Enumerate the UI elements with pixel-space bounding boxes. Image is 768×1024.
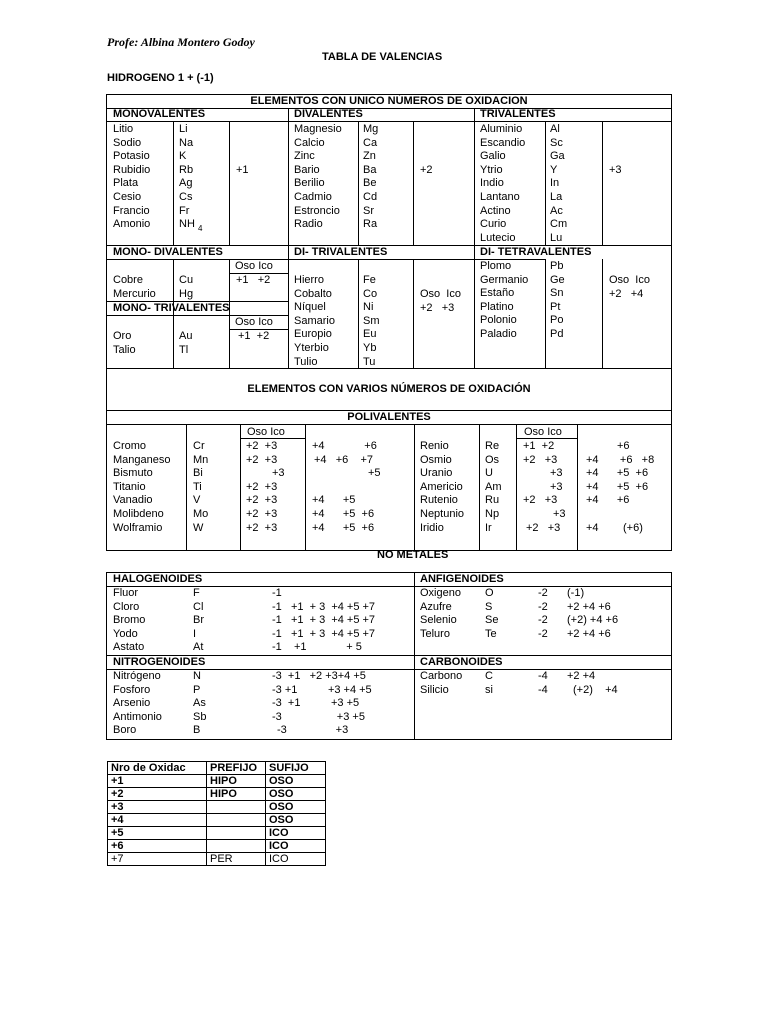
valence-value: +1 [236,164,249,176]
element-name: Yodo [113,627,138,640]
oxidation-values: -2 [538,587,548,599]
valence-pair: +1 +2 [236,274,271,286]
valence-pair: +1 +2 [238,330,270,342]
element-symbol: La [550,191,563,203]
element-symbol: Re [485,440,500,452]
element-symbol: NH [179,218,195,231]
oxidation-values: -2 [538,600,548,613]
element-symbol: Na [179,136,194,149]
oxidation-cell: +5 [108,827,207,840]
element-name: Zinc [294,150,315,163]
section-header: HALOGENOIDES [113,573,203,585]
oxidation-values: (+2) +4 +6 [567,614,619,627]
table-divider [414,572,415,740]
prefix-cell [207,801,266,814]
oxidation-values: +2 +3 [523,453,558,466]
element-symbol: Li [179,123,188,135]
prefix-cell [207,827,266,840]
element-name: Calcio [294,136,325,149]
oso-ico-label: Oso Ico [235,260,273,272]
oxidation-values: +2 +3 [523,494,558,507]
table-divider [288,259,474,260]
oxidation-values: +4 +6 [586,494,630,507]
element-symbol: Po [550,314,564,327]
element-name: Manganeso [113,453,171,466]
element-name: Cesio [113,191,142,203]
element-symbol: Co [363,287,378,300]
element-symbol: Te [485,627,497,640]
oso-ico-label: Oso Ico [609,274,650,286]
element-name: Tulio [294,355,318,368]
oxidation-values: +2 +3 [246,453,278,466]
oxidation-values: -1 [272,587,282,599]
table-divider [106,121,672,122]
table-row [108,788,326,801]
element-name: Galio [480,150,506,163]
element-name: Fosforo [113,683,151,696]
table-subtitle: POLIVALENTES [347,411,431,423]
table-divider [305,424,306,550]
oxidation-values: -1 +1 + 5 [272,641,362,654]
element-name: Paladio [480,328,517,340]
element-symbol: Cm [550,218,568,231]
subscript: 4 [198,224,203,233]
oso-ico-label: Oso Ico [420,288,461,300]
element-name: Radio [294,218,323,231]
element-symbol: Cu [179,274,194,286]
element-symbol: Ac [550,204,563,217]
oxidation-values: +4 +5 +6 [312,521,375,534]
element-name: Indio [480,177,504,190]
oxidation-cell: +7 [108,853,207,866]
oxidation-values: +2 +3 [246,508,278,520]
element-symbol: Np [485,508,500,520]
element-symbol: Mo [193,508,209,520]
element-symbol: Tl [179,343,189,356]
element-symbol: Ti [193,480,202,493]
valence-pair: +2 +3 [420,302,455,314]
oxidation-values: -2 [538,614,548,627]
element-symbol: Se [485,614,499,627]
element-symbol: Mg [363,123,379,135]
element-name: Cadmio [294,191,332,203]
element-name: Boro [113,724,137,737]
element-symbol: B [193,724,201,737]
oxidation-values: +2 +4 [567,670,596,682]
element-name: Amonio [113,218,151,231]
element-symbol: Lu [550,231,563,244]
table-divider [358,259,359,369]
oxidation-cell: +4 [108,814,207,827]
valence-value: +2 [420,164,433,176]
element-name: Francio [113,204,150,217]
prefix-cell: HIPO [207,788,266,801]
table-title: ELEMENTOS CON UNICO NÚMEROS DE OXIDACION [250,95,528,107]
element-name: Bromo [113,614,146,627]
element-symbol: Ag [179,177,193,190]
element-symbol: Sr [363,204,374,217]
element-symbol: Al [550,123,560,135]
element-name: Polonio [480,314,517,327]
table-divider [240,424,241,550]
element-name: Platino [480,300,514,313]
element-name: Níquel [294,301,326,314]
oxidation-values: +2 +4 +6 [567,600,611,613]
valence-pair: +2 +4 [609,288,644,300]
element-symbol: As [193,697,206,710]
element-name: Osmio [420,453,452,466]
element-name: Cromo [113,440,147,452]
table-divider [186,424,187,550]
oxidation-values: +4 +6 +7 [314,453,374,466]
table-divider [106,424,672,425]
element-symbol: Eu [363,328,377,341]
element-name: Hierro [294,274,324,286]
table-divider [288,108,289,369]
oxidation-values: +4 +5 +6 [312,508,375,520]
element-symbol: Pt [550,300,561,313]
oxidation-values: +2 +3 [246,521,278,534]
element-name: Astato [113,641,145,654]
header-prefix: PREFIJO [207,762,266,775]
table-divider [602,259,603,369]
element-symbol: Os [485,453,500,466]
element-name: Sodio [113,136,142,149]
element-name: Cobre [113,274,143,286]
element-symbol: F [193,587,200,599]
element-symbol: Be [363,177,377,190]
oxidation-values: +3 [550,480,563,493]
section-header: MONO- TRIVALENTES [113,302,230,314]
element-name: Litio [113,123,134,135]
oxidation-values: +4 +5 [312,494,356,507]
element-name: Titanio [113,480,146,493]
suffix-cell: ICO [266,827,326,840]
element-name: Iridio [420,521,444,534]
table-row [108,775,326,788]
element-name: Wolframio [113,521,163,534]
table-divider [545,121,546,245]
element-name: Yterbio [294,342,329,354]
table-title: ELEMENTOS CON VARIOS NÚMEROS DE OXIDACIÓN [247,383,531,395]
oxidation-values: +1 +2 [523,440,555,452]
table-divider [414,424,415,550]
element-name: Germanio [480,273,529,286]
element-symbol: Br [193,614,204,627]
element-name: Bismuto [113,467,153,480]
oxidation-values: +2 +3 [246,480,278,493]
element-symbol: Cr [193,440,205,452]
element-name: Oxigeno [420,587,461,599]
prefix-cell: HIPO [207,775,266,788]
author-line: Profe: Albina Montero Godoy [107,35,255,49]
element-symbol: Yb [363,342,377,354]
element-symbol: Ni [363,301,374,314]
element-name: Samario [294,314,335,327]
oxidation-values: +2 +3 [246,494,278,507]
element-name: Europio [294,328,332,341]
element-symbol: Ca [363,136,378,149]
element-symbol: Ir [485,521,492,534]
element-name: Rutenio [420,494,458,507]
element-symbol: Ra [363,218,378,231]
oxidation-values: +3 [272,467,285,480]
oxidation-values: +2 +4 +6 [567,627,611,640]
section-header: MONOVALENTES [113,108,206,120]
element-name: Renio [420,440,449,452]
element-symbol: Cd [363,191,378,203]
valence-value: +3 [609,164,622,176]
table-divider [358,121,359,245]
element-symbol: Sc [550,136,563,149]
element-name: Antimonio [113,710,162,723]
suffix-cell: ICO [266,840,326,853]
element-name: Lutecio [480,231,516,244]
element-symbol: Ru [485,494,500,507]
section-header: CARBONOIDES [420,656,503,668]
oso-ico-label: Oso Ico [247,426,285,438]
element-name: Berilio [294,177,325,190]
table-row [108,840,326,853]
element-symbol: I [193,627,197,640]
oxidation-values: +4 +5 +6 [586,480,649,493]
element-symbol: Au [179,330,193,342]
element-name: Plata [113,177,139,190]
table-divider [413,121,414,245]
element-name: Neptunio [420,508,465,520]
element-name: Talio [113,343,136,356]
element-symbol: Y [550,163,558,176]
element-symbol: At [193,641,204,654]
oxidation-values: +5 [368,467,381,480]
element-symbol: Cl [193,600,204,613]
element-name: Arsenio [113,697,151,710]
element-symbol: Sb [193,710,207,723]
prefix-cell [207,814,266,827]
element-symbol: Ge [550,273,565,286]
table-divider [413,259,414,369]
table-frame [106,94,672,369]
element-symbol: N [193,670,201,682]
element-symbol: C [485,670,493,682]
element-symbol: O [485,587,494,599]
element-symbol: Fr [179,204,190,217]
oso-ico-label: Oso Ico [235,316,273,328]
element-name: Rubidio [113,163,151,176]
element-symbol: U [485,467,493,480]
prefix-suffix-table [107,761,326,866]
element-name: Carbono [420,670,463,682]
element-name: Cobalto [294,287,332,300]
element-name: Estroncio [294,204,340,217]
element-name: Molibdeno [113,508,164,520]
element-name: Actino [480,204,511,217]
element-name: Plomo [480,260,512,272]
element-symbol: Ba [363,163,377,176]
element-name: Potasio [113,150,150,163]
element-name: Estaño [480,287,515,300]
oso-ico-label: Oso Ico [524,426,562,438]
table-divider [474,108,475,369]
hydrogen-line: HIDROGENO 1 + (-1) [107,72,214,84]
oxidation-values: (-1) [567,587,585,599]
element-symbol: Hg [179,287,194,300]
element-name: Cloro [113,600,140,613]
element-symbol: W [193,521,204,534]
table-row [108,853,326,866]
element-name: Americio [420,480,463,493]
section-header: ANFIGENOIDES [420,573,504,585]
oxidation-values: +4 (+6) [586,521,643,534]
oxidation-values: +4 +5 +6 [586,467,649,480]
oxidation-values: -1 +1 + 3 +4 +5 +7 [272,614,376,627]
element-symbol: Bi [193,467,203,480]
element-symbol: Ga [550,150,565,163]
element-name: Nitrógeno [113,670,161,682]
oxidation-values: -2 [538,627,548,640]
oxidation-values: +3 [553,508,566,520]
element-name: Lantano [480,191,520,203]
section-header: DI- TRIVALENTES [294,246,388,258]
element-symbol: Zn [363,150,376,163]
oxidation-cell: +1 [108,775,207,788]
element-name: Oro [113,330,132,342]
table-divider [106,586,672,587]
section-header: DI- TETRAVALENTES [480,246,592,258]
prefix-cell: PER [207,853,266,866]
oxidation-cell: +3 [108,801,207,814]
oxidation-values: +2 +3 [246,440,278,452]
element-name: Escandio [480,136,526,149]
element-symbol: Fe [363,274,376,286]
section-header: TRIVALENTES [480,108,556,120]
table-divider [229,121,230,245]
oxidation-cell: +6 [108,840,207,853]
element-symbol: In [550,177,560,190]
suffix-cell: OSO [266,775,326,788]
element-symbol: Sm [363,314,380,327]
element-name: Teluro [420,627,450,640]
element-name: Ytrio [480,163,503,176]
element-name: Azufre [420,600,452,613]
table-row [108,827,326,840]
section-header: DIVALENTES [294,108,363,120]
table-row [108,801,326,814]
element-name: Curio [480,218,507,231]
prefix-cell [207,840,266,853]
element-symbol: V [193,494,201,507]
oxidation-values: +4 +6 +8 [586,453,655,466]
oxidation-values: +2 +3 [526,521,561,534]
table-divider [479,424,480,550]
section-header: MONO- DIVALENTES [113,246,223,258]
element-symbol: Mn [193,453,209,466]
oxidation-values: -3 +1 +2 +3+4 +5 [272,670,366,682]
table-header-row [108,762,326,775]
oxidation-values: -1 +1 + 3 +4 +5 +7 [272,600,376,613]
suffix-cell: OSO [266,801,326,814]
element-name: Bario [294,163,320,176]
oxidation-values: +3 [550,467,563,480]
element-symbol: Sn [550,287,564,300]
oxidation-values: -3 +1 +3 +4 +5 [272,683,372,696]
element-name: Silicio [420,683,449,696]
oxidation-values: -3 +3 [277,724,349,737]
table-divider [602,121,603,245]
element-symbol: P [193,683,201,696]
oxidation-values: +4 +6 [312,440,377,452]
header-oxidation: Nro de Oxidac [108,762,207,775]
oxidation-values: -4 [538,670,548,682]
element-name: Mercurio [113,287,156,300]
element-symbol: Pb [550,260,564,272]
element-symbol: si [485,683,493,696]
table-divider [516,424,517,550]
header-suffix: SUFIJO [266,762,326,775]
element-name: Selenio [420,614,457,627]
table-divider [545,259,546,369]
element-name: Uranio [420,467,453,480]
element-name: Magnesio [294,123,342,135]
oxidation-values: -3 +3 +5 [272,710,365,723]
element-name: Aluminio [480,123,523,135]
element-name: Vanadio [113,494,153,507]
element-name: Fluor [113,587,139,599]
element-symbol: S [485,600,493,613]
suffix-cell: ICO [266,853,326,866]
element-symbol: Cs [179,191,193,203]
page-title: TABLA DE VALENCIAS [322,51,443,63]
element-symbol: Pd [550,328,564,340]
element-symbol: K [179,150,187,163]
oxidation-values: (+2) +4 [573,684,618,696]
element-symbol: Am [485,480,502,493]
nonmetals-title: NO METALES [377,549,449,561]
suffix-cell: OSO [266,814,326,827]
table-row [108,814,326,827]
oxidation-values: -1 +1 + 3 +4 +5 +7 [272,627,376,640]
oxidation-cell: +2 [108,788,207,801]
element-symbol: Rb [179,163,194,176]
oxidation-values: -3 +1 +3 +5 [272,697,360,710]
element-symbol: Tu [363,355,376,368]
table-divider [577,424,578,550]
suffix-cell: OSO [266,788,326,801]
oxidation-values: -4 [538,683,548,696]
table-divider [173,121,174,245]
section-header: NITROGENOIDES [113,656,206,668]
oxidation-values: +6 [617,440,630,452]
